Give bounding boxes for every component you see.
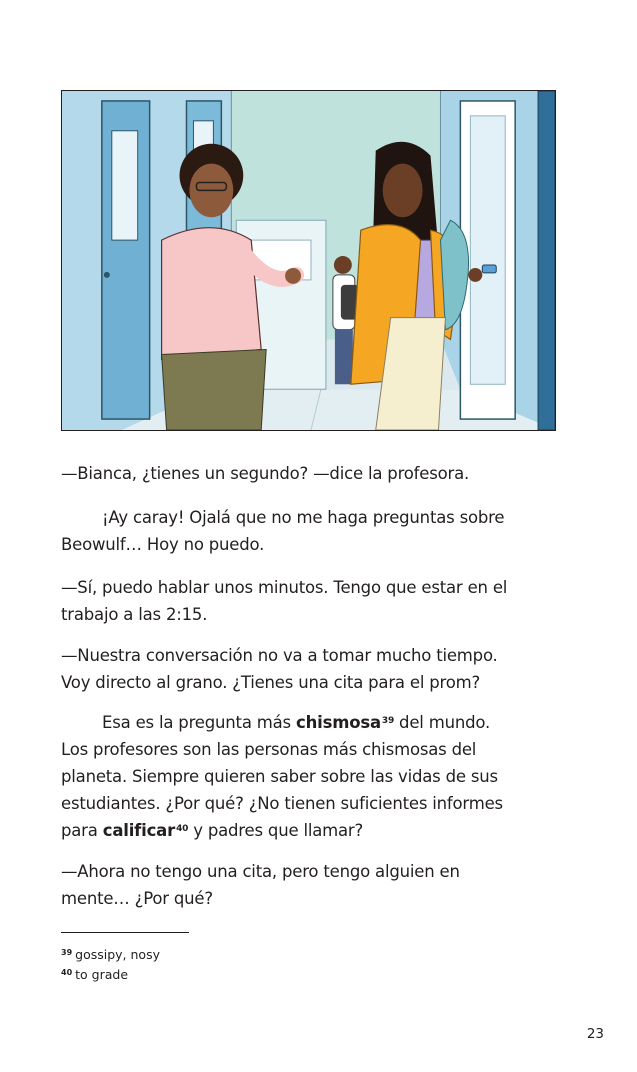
text-line: —Bianca, ¿tienes un segundo? —dice la profesora. [61,464,470,483]
lockers [538,91,555,430]
teacher-hand [285,268,301,284]
hallway-scene-illustration [62,91,555,430]
bianca-hand [468,268,482,282]
text-segment: para [61,821,103,840]
text-segment: y padres que llamar? [188,821,364,840]
text-line: Voy directo al grano. ¿Tienes una cita para el prom? [61,673,481,692]
text-line: Los profesores son las personas más chismosas del [61,740,477,759]
paragraph-5 [61,709,561,844]
story-illustration [61,90,556,431]
text-segment: Esa es la pregunta más [102,713,296,732]
footnote-ref-39: 39 [381,716,395,726]
footnote-number: 40 [61,968,73,977]
text-segment: del mundo. [394,713,491,732]
footnote-text: gossipy, nosy [75,947,160,962]
paragraph-4 [61,642,561,696]
text-line [61,817,561,844]
page-number: 23 [586,1026,604,1042]
paragraph-2 [61,504,561,558]
bianca-face [383,164,423,218]
paragraph-6 [61,858,561,912]
text-line: trabajo a las 2:15. [61,605,208,624]
teacher-pants [162,349,267,430]
footnote-39 [61,946,160,964]
footnote-number: 39 [61,948,73,957]
text-line: —Ahora no tengo una cita, pero tengo alguien en [61,862,460,881]
text-line: ¡Ay caray! Ojalá que no me haga preguntas sobre [102,508,505,527]
background-student-legs [335,330,353,385]
text-line: mente… ¿Por qué? [61,889,213,908]
text-line: estudiantes. ¿Por qué? ¿No tienen suficientes informes [61,794,503,813]
vocab-term-calificar: calificar [102,821,176,840]
footnote-ref-40: 40 [176,824,189,834]
footnote-divider [61,932,189,933]
right-door-glass [470,116,505,384]
footnote-40 [61,966,128,984]
bianca-phone [482,265,496,273]
text-line: —Sí, puedo hablar unos minutos. Tengo que estar en el [61,578,508,597]
text-line: Beowulf… Hoy no puedo. [61,535,265,554]
footnote-text: to grade [75,967,129,982]
background-student-head [334,256,352,274]
door-knob [104,272,110,278]
paragraph-3 [61,574,561,628]
text-line [61,709,561,736]
text-line: —Nuestra conversación no va a tomar mucho tiempo. [61,646,498,665]
paragraph-1 [61,460,561,487]
vocab-term-chismosa: chismosa [296,713,381,732]
left-door-window [112,131,138,240]
text-line: planeta. Siempre quieren saber sobre las vidas de sus [61,767,498,786]
